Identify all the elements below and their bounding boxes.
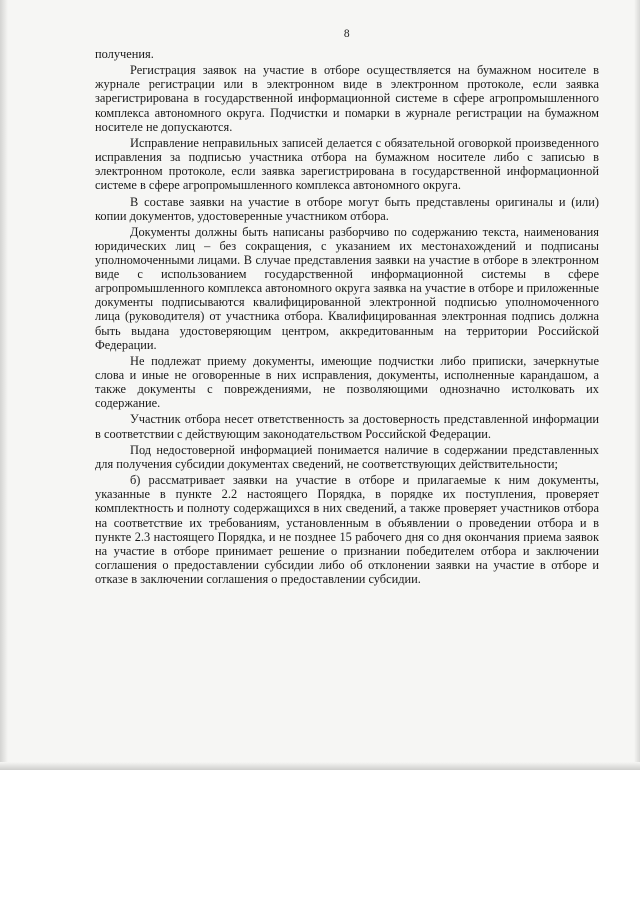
- paragraph-corrections: Исправление неправильных записей делается с обязательной оговоркой произведенного исправления за подписью участника отбора на бумажном носителе либо с записью в электронном протоколе, если заявка зарегистрирована в государственной информационной системе в сфере агропромышленного комплекса автономного округа.: [95, 135, 599, 193]
- paragraph-composition: В составе заявки на участие в отборе могут быть представлены оригиналы и (или) копии документов, удостоверенные участником отбора.: [95, 194, 599, 223]
- scan-edge-right: [634, 0, 640, 770]
- paragraph-unreliable-info: Под недостоверной информацией понимается наличие в содержании представленных для получения субсидии документах сведений, не соответствующих действительности;: [95, 442, 599, 471]
- paragraph-responsibility: Участник отбора несет ответственность за достоверность представленной информации в соответствии с действующим законодательством Российской Федерации.: [95, 412, 599, 441]
- paragraph-item-b: б) рассматривает заявки на участие в отборе и прилагаемые к ним документы, указанные в пункте 2.2 настоящего Порядка, в порядке их поступления, проверяет комплектность и полноту содержащихся в них сведений, а также проверяет участников отбора на соответствие их требованиям, установленным в объявлении о проведении отбора и в пункте 2.3 настоящего Порядка, и не позднее 15 рабочего дня со дня окончания приема заявок на участие в отборе принимает решение о признании победителем отбора и заключении соглашения о предоставлении субсидии либо об отклонении заявки на участие в отборе и отказе в заключении соглашения о предоставлении субсидии.: [95, 473, 599, 586]
- paragraph-not-accepted: Не подлежат приему документы, имеющие подчистки либо приписки, зачеркнутые слова и иные не оговоренные в них исправления, документы, исполненные карандашом, а также документы с повреждениями, не позволяющими однозначно истолковать их содержание.: [95, 353, 599, 411]
- paragraph-document-requirements: Документы должны быть написаны разборчиво по содержанию текста, наименования юридических лиц – без сокращения, с указанием их местонахождений и подписаны уполномоченными лицами. В случае представления заявки на участие в отборе в электронном виде с использованием государственной информационной системы в сфере агропромышленного комплекса автономного округа заявка на участие в отборе и приложенные документы подписываются квалифицированной электронной подписью уполномоченного лица (руководителя) от участника отбора. Квалифицированная электронная подпись должна быть выдана удостоверяющим центром, аккредитованным на территории Российской Федерации.: [95, 224, 599, 352]
- page-number: 8: [343, 28, 351, 40]
- paragraph-registration: Регистрация заявок на участие в отборе осуществляется на бумажном носителе в журнале регистрации или в электронном виде в электронном протоколе, если заявка зарегистрирована в государственной информационной системе в сфере агропромышленного комплекса автономного округа. Подчистки и помарки в журнале регистрации на бумажном носителе не допускаются.: [95, 63, 599, 134]
- paragraph-continuation: получения.: [95, 47, 154, 61]
- document-body: [95, 47, 599, 588]
- scan-edge-bottom: [0, 762, 640, 770]
- scan-edge-left: [0, 0, 8, 770]
